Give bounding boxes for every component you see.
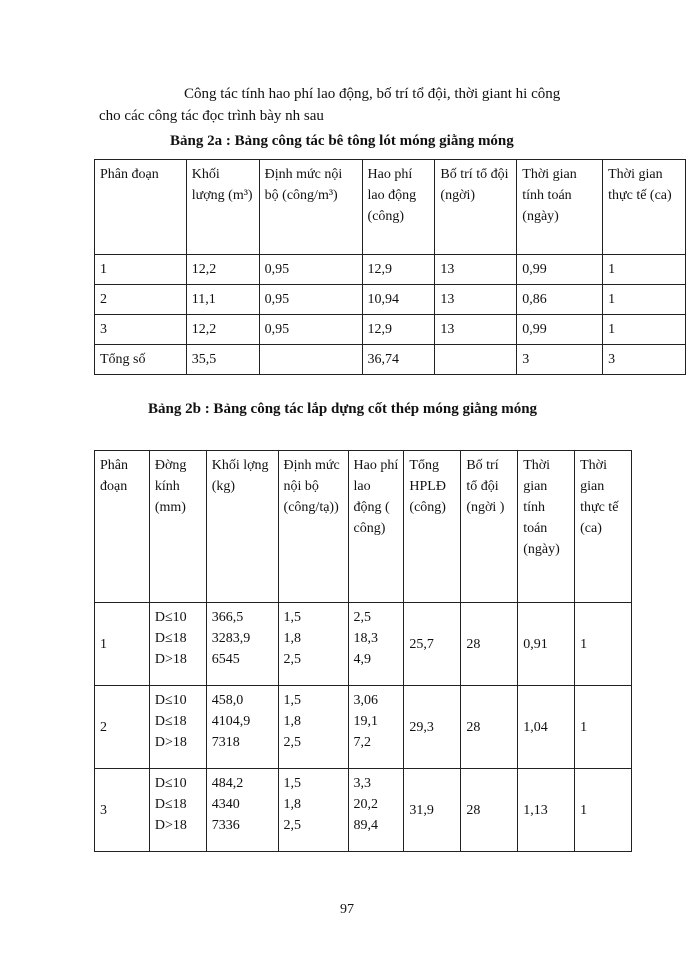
table-cell: 13 <box>435 255 517 285</box>
table-cell: 11,1 <box>186 285 259 315</box>
header-cell: Phân đoạn <box>95 160 187 255</box>
cell-line: 1,5 <box>283 693 302 708</box>
header-cell: Khối lợng (kg) <box>206 451 278 603</box>
header-cell: Định mức nội bộ (công/tạ)) <box>278 451 348 603</box>
header-cell: Định mức nội bộ (công/m³) <box>259 160 362 255</box>
header-cell: Thời gian thực tế (ca) <box>575 451 632 603</box>
table-cell: 0,99 <box>517 255 603 285</box>
cell-line: 2,5 <box>283 735 302 750</box>
cell-line: 3283,9 <box>211 631 251 646</box>
table-row <box>95 285 686 315</box>
table-cell <box>435 345 517 375</box>
table-cell: 0,95 <box>259 315 362 345</box>
table-cell: 1 <box>575 686 632 769</box>
table-cell: 1 <box>603 285 686 315</box>
cell-line: 484,2 <box>211 776 244 791</box>
table-cell: 1 <box>603 255 686 285</box>
table-cell: 0,86 <box>517 285 603 315</box>
header-cell: Phân đoạn <box>95 451 150 603</box>
table-cell <box>206 686 278 769</box>
table-2a-caption: Bảng 2a : Bảng công tác bê tông lót móng giằng móng <box>170 133 514 149</box>
table-cell: 31,9 <box>404 769 461 852</box>
table-cell: 28 <box>461 603 518 686</box>
table-2b-caption: Bảng 2b : Bảng công tác lắp dựng cốt thép móng giằng móng <box>148 401 538 417</box>
table-cell: 1 <box>603 315 686 345</box>
header-cell: Đờng kính (mm) <box>149 451 206 603</box>
cell-line: 1,5 <box>283 776 302 791</box>
cell-line: 4104,9 <box>211 714 251 729</box>
table-cell <box>348 769 404 852</box>
table-cell: 36,74 <box>362 345 435 375</box>
cell-line: D≤18 <box>154 631 187 646</box>
table-cell: Tổng số <box>95 345 187 375</box>
cell-line: 2,5 <box>283 818 302 833</box>
table-row <box>95 255 686 285</box>
cell-line: 7,2 <box>353 735 372 750</box>
header-cell: Bố trí tổ đội (ngời ) <box>461 451 518 603</box>
header-cell: Hao phí lao động ( công) <box>348 451 404 603</box>
cell-line: 7336 <box>211 818 240 833</box>
table-cell: 3 <box>603 345 686 375</box>
table-cell: 25,7 <box>404 603 461 686</box>
table-cell: 12,9 <box>362 255 435 285</box>
header-cell: Thời gian thực tế (ca) <box>603 160 686 255</box>
table-cell: 0,95 <box>259 285 362 315</box>
cell-line: 458,0 <box>211 693 244 708</box>
cell-line: 7318 <box>211 735 240 750</box>
table-cell: 13 <box>435 315 517 345</box>
table-cell: 13 <box>435 285 517 315</box>
cell-line: 1,8 <box>283 714 302 729</box>
cell-line: 20,2 <box>353 797 379 812</box>
table-cell: 29,3 <box>404 686 461 769</box>
cell-line: 2,5 <box>353 610 372 625</box>
cell-line: 3,3 <box>353 776 372 791</box>
intro-line-2: cho các công tác đọc trình bày nh sau <box>99 108 324 124</box>
cell-line: D≤10 <box>154 693 187 708</box>
cell-line: 18,3 <box>353 631 379 646</box>
table-cell <box>149 769 206 852</box>
table-cell: 12,9 <box>362 315 435 345</box>
table-cell: 3 <box>517 345 603 375</box>
table-cell <box>348 686 404 769</box>
table-cell: 2 <box>95 686 150 769</box>
table-cell: 1,04 <box>518 686 575 769</box>
table-2b <box>94 450 632 852</box>
table-row <box>95 686 632 769</box>
table-cell: 28 <box>461 769 518 852</box>
table-cell <box>206 603 278 686</box>
header-cell: Thời gian tính toán (ngày) <box>518 451 575 603</box>
header-cell: Bố trí tổ đội (ngời) <box>435 160 517 255</box>
cell-line: D>18 <box>154 818 187 833</box>
cell-line: D≤10 <box>154 776 187 791</box>
table-row <box>95 603 632 686</box>
table-cell: 1 <box>575 769 632 852</box>
table-cell: 28 <box>461 686 518 769</box>
cell-line: 19,1 <box>353 714 379 729</box>
table-cell: 0,99 <box>517 315 603 345</box>
header-cell: Thời gian tính toán (ngày) <box>517 160 603 255</box>
table-cell <box>149 686 206 769</box>
table-cell <box>206 769 278 852</box>
cell-line: 2,5 <box>283 652 302 667</box>
cell-line: D>18 <box>154 735 187 750</box>
table-cell: 3 <box>95 315 187 345</box>
cell-line: 366,5 <box>211 610 244 625</box>
cell-line: D>18 <box>154 652 187 667</box>
cell-line: 3,06 <box>353 693 379 708</box>
table-cell: 12,2 <box>186 315 259 345</box>
table-2a-header <box>95 160 686 255</box>
table-total-row <box>95 345 686 375</box>
cell-line: D≤18 <box>154 714 187 729</box>
table-row <box>95 769 632 852</box>
table-cell: 1,13 <box>518 769 575 852</box>
table-2b-header <box>95 451 632 603</box>
table-cell <box>278 769 348 852</box>
header-cell: Tổng HPLĐ (công) <box>404 451 461 603</box>
cell-line: 1,5 <box>283 610 302 625</box>
table-cell: 12,2 <box>186 255 259 285</box>
table-cell: 35,5 <box>186 345 259 375</box>
page-number: 97 <box>340 902 354 917</box>
table-cell <box>259 345 362 375</box>
cell-line: D≤10 <box>154 610 187 625</box>
table-cell: 1 <box>575 603 632 686</box>
cell-line: 1,8 <box>283 631 302 646</box>
cell-line: 89,4 <box>353 818 379 833</box>
header-cell: Khối lượng (m³) <box>186 160 259 255</box>
table-cell: 1 <box>95 255 187 285</box>
table-cell <box>278 686 348 769</box>
table-cell: 3 <box>95 769 150 852</box>
cell-line: 4,9 <box>353 652 372 667</box>
intro-line-1: Công tác tính hao phí lao động, bố trí tổ đội, thời giant hi công <box>184 86 561 102</box>
cell-line: D≤18 <box>154 797 187 812</box>
table-cell: 0,91 <box>518 603 575 686</box>
header-cell: Hao phí lao động (công) <box>362 160 435 255</box>
table-cell <box>149 603 206 686</box>
cell-line: 6545 <box>211 652 240 667</box>
table-cell <box>278 603 348 686</box>
table-2a <box>94 159 686 375</box>
table-cell: 0,95 <box>259 255 362 285</box>
cell-line: 4340 <box>211 797 240 812</box>
table-cell: 2 <box>95 285 187 315</box>
table-cell: 1 <box>95 603 150 686</box>
table-cell <box>348 603 404 686</box>
table-row <box>95 315 686 345</box>
cell-line: 1,8 <box>283 797 302 812</box>
table-cell: 10,94 <box>362 285 435 315</box>
